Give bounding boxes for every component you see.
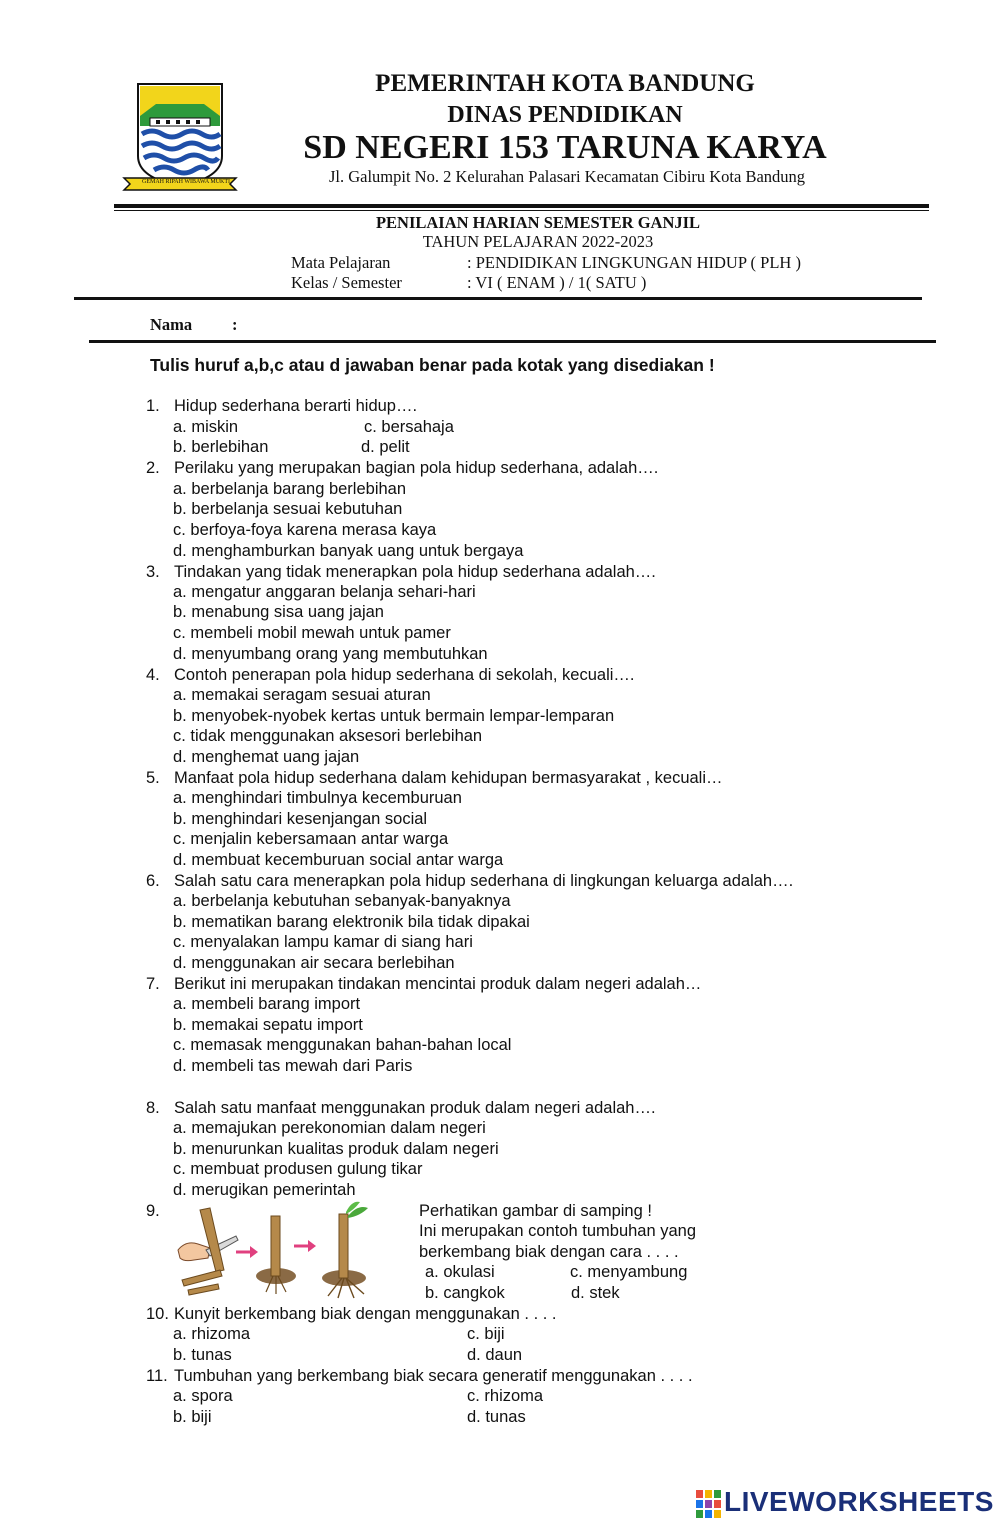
option-c[interactable]: c. berfoya-foya karena merasa kaya: [173, 521, 437, 539]
option-d[interactable]: d. menghamburkan banyak uang untuk bergaya: [173, 542, 524, 560]
option-a[interactable]: a. memajukan perekonomian dalam negeri: [173, 1119, 486, 1137]
option-a[interactable]: a. okulasi: [425, 1263, 495, 1281]
subject-value: : PENDIDIKAN LINGKUNGAN HIDUP ( PLH ): [467, 253, 801, 272]
option-b[interactable]: b. menurunkan kualitas produk dalam negeri: [173, 1140, 499, 1158]
name-label: Nama: [150, 315, 193, 334]
question-number: 1.: [146, 397, 160, 415]
question-number: 3.: [146, 563, 160, 581]
option-c[interactable]: c. bersahaja: [364, 418, 454, 436]
header-department: DINAS PENDIDIKAN: [447, 102, 683, 128]
option-b[interactable]: b. berlebihan: [173, 438, 269, 456]
option-a[interactable]: a. membeli barang import: [173, 995, 361, 1013]
option-c[interactable]: c. tidak menggunakan aksesori berlebihan: [173, 727, 483, 745]
header-address: Jl. Galumpit No. 2 Kelurahan Palasari Kecamatan Cibiru Kota Bandung: [328, 167, 806, 186]
option-d[interactable]: d. pelit: [361, 438, 410, 456]
exam-title: PENILAIAN HARIAN SEMESTER GANJIL: [375, 213, 701, 232]
option-c[interactable]: c. menjalin kebersamaan antar warga: [173, 830, 449, 848]
option-c[interactable]: c. biji: [467, 1325, 505, 1343]
header-school-name: SD NEGERI 153 TARUNA KARYA: [303, 129, 827, 166]
question-10-text: Kunyit berkembang biak dengan menggunakan . . . .: [174, 1305, 557, 1323]
question-number: 6.: [146, 872, 160, 890]
option-b[interactable]: b. menyobek-nyobek kertas untuk bermain lempar-lemparan: [173, 707, 615, 725]
option-d[interactable]: d. menghemat uang jajan: [173, 748, 360, 766]
option-c[interactable]: c. membeli mobil mewah untuk pamer: [173, 624, 451, 642]
option-d[interactable]: d. tunas: [467, 1408, 526, 1426]
option-c[interactable]: c. menyambung: [570, 1263, 688, 1281]
option-a[interactable]: a. menghindari timbulnya kecemburuan: [173, 789, 462, 807]
question-text-line-2: Ini merupakan contoh tumbuhan yang: [419, 1222, 697, 1240]
subject-label: Mata Pelajaran: [291, 253, 391, 272]
option-c[interactable]: c. rhizoma: [467, 1387, 544, 1405]
instruction: Tulis huruf a,b,c atau d jawaban benar pada kotak yang disediakan !: [150, 355, 715, 375]
question-text-line-3: berkembang biak dengan cara . . . .: [419, 1243, 679, 1261]
option-d[interactable]: d. daun: [467, 1346, 523, 1364]
option-a[interactable]: a. spora: [173, 1387, 233, 1405]
liveworksheets-brand: LIVEWORKSHEETS: [724, 1486, 994, 1517]
question-text: Manfaat pola hidup sederhana dalam kehidupan bermasyarakat , kecuali…: [174, 769, 723, 787]
option-b[interactable]: b. berbelanja sesuai kebutuhan: [173, 500, 403, 518]
question-11-number: 11.: [146, 1367, 168, 1385]
option-c[interactable]: c. membuat produsen gulung tikar: [173, 1160, 423, 1178]
name-colon: :: [232, 315, 238, 334]
question-number: 2.: [146, 459, 160, 477]
question-text: Perilaku yang merupakan bagian pola hidup sederhana, adalah….: [174, 459, 659, 477]
option-a[interactable]: a. miskin: [173, 418, 239, 436]
cutting-propagation-illustration: [176, 1200, 376, 1300]
question-text: Berikut ini merupakan tindakan mencintai produk dalam negeri adalah…: [174, 975, 702, 993]
option-d[interactable]: d. merugikan pemerintah: [173, 1181, 356, 1199]
question-10-number: 10.: [146, 1305, 169, 1323]
question-text: Contoh penerapan pola hidup sederhana di sekolah, kecuali….: [174, 666, 635, 684]
header-government: PEMERINTAH KOTA BANDUNG: [375, 70, 755, 97]
question-11-text: Tumbuhan yang berkembang biak secara generatif menggunakan . . . .: [174, 1367, 693, 1385]
question-text: Tindakan yang tidak menerapkan pola hidup sederhana adalah….: [174, 563, 656, 581]
option-d[interactable]: d. membuat kecemburuan social antar warga: [173, 851, 504, 869]
option-a[interactable]: a. memakai seragam sesuai aturan: [173, 686, 431, 704]
option-b[interactable]: b. memakai sepatu import: [173, 1016, 363, 1034]
option-d[interactable]: d. menggunakan air secara berlebihan: [173, 954, 455, 972]
header-divider-thick: [114, 204, 929, 208]
question-text: Salah satu cara menerapkan pola hidup sederhana di lingkungan keluarga adalah….: [174, 872, 794, 890]
liveworksheets-icon: [696, 1490, 722, 1518]
question-text: Salah satu manfaat menggunakan produk dalam negeri adalah….: [174, 1099, 656, 1117]
question-number: 8.: [146, 1099, 160, 1117]
exam-year: TAHUN PELAJARAN 2022-2023: [422, 232, 654, 251]
question-number: 5.: [146, 769, 160, 787]
option-d[interactable]: d. membeli tas mewah dari Paris: [173, 1057, 413, 1075]
option-a[interactable]: a. mengatur anggaran belanja sehari-hari: [173, 583, 476, 601]
option-b[interactable]: b. tunas: [173, 1346, 232, 1364]
option-d[interactable]: d. menyumbang orang yang membutuhkan: [173, 645, 488, 663]
header-divider-thin: [114, 210, 929, 211]
question-text: Perhatikan gambar di samping !: [419, 1202, 652, 1220]
option-b[interactable]: b. cangkok: [425, 1284, 505, 1302]
option-b[interactable]: b. mematikan barang elektronik bila tidak dipakai: [173, 913, 530, 931]
option-b[interactable]: b. menghindari kesenjangan social: [173, 810, 428, 828]
plant-cutting-icon: [176, 1200, 376, 1300]
class-label: Kelas / Semester: [291, 273, 402, 292]
option-c[interactable]: c. menyalakan lampu kamar di siang hari: [173, 933, 473, 951]
question-number: 9.: [146, 1202, 160, 1220]
question-text: Hidup sederhana berarti hidup….: [174, 397, 418, 415]
question-number: 4.: [146, 666, 160, 684]
option-b[interactable]: b. biji: [173, 1408, 212, 1426]
emblem-motto: GEMAH RIPAH WIBAWA MUKTI: [142, 179, 231, 185]
question-number: 7.: [146, 975, 160, 993]
option-d[interactable]: d. stek: [571, 1284, 620, 1302]
info-divider: [74, 297, 922, 300]
option-a[interactable]: a. rhizoma: [173, 1325, 251, 1343]
option-c[interactable]: c. memasak menggunakan bahan-bahan local: [173, 1036, 512, 1054]
option-a[interactable]: a. berbelanja kebutuhan sebanyak-banyaknya: [173, 892, 511, 910]
option-a[interactable]: a. berbelanja barang berlebihan: [173, 480, 407, 498]
name-underline: [89, 340, 936, 343]
option-b[interactable]: b. menabung sisa uang jajan: [173, 603, 384, 621]
class-value: : VI ( ENAM ) / 1( SATU ): [467, 273, 647, 292]
